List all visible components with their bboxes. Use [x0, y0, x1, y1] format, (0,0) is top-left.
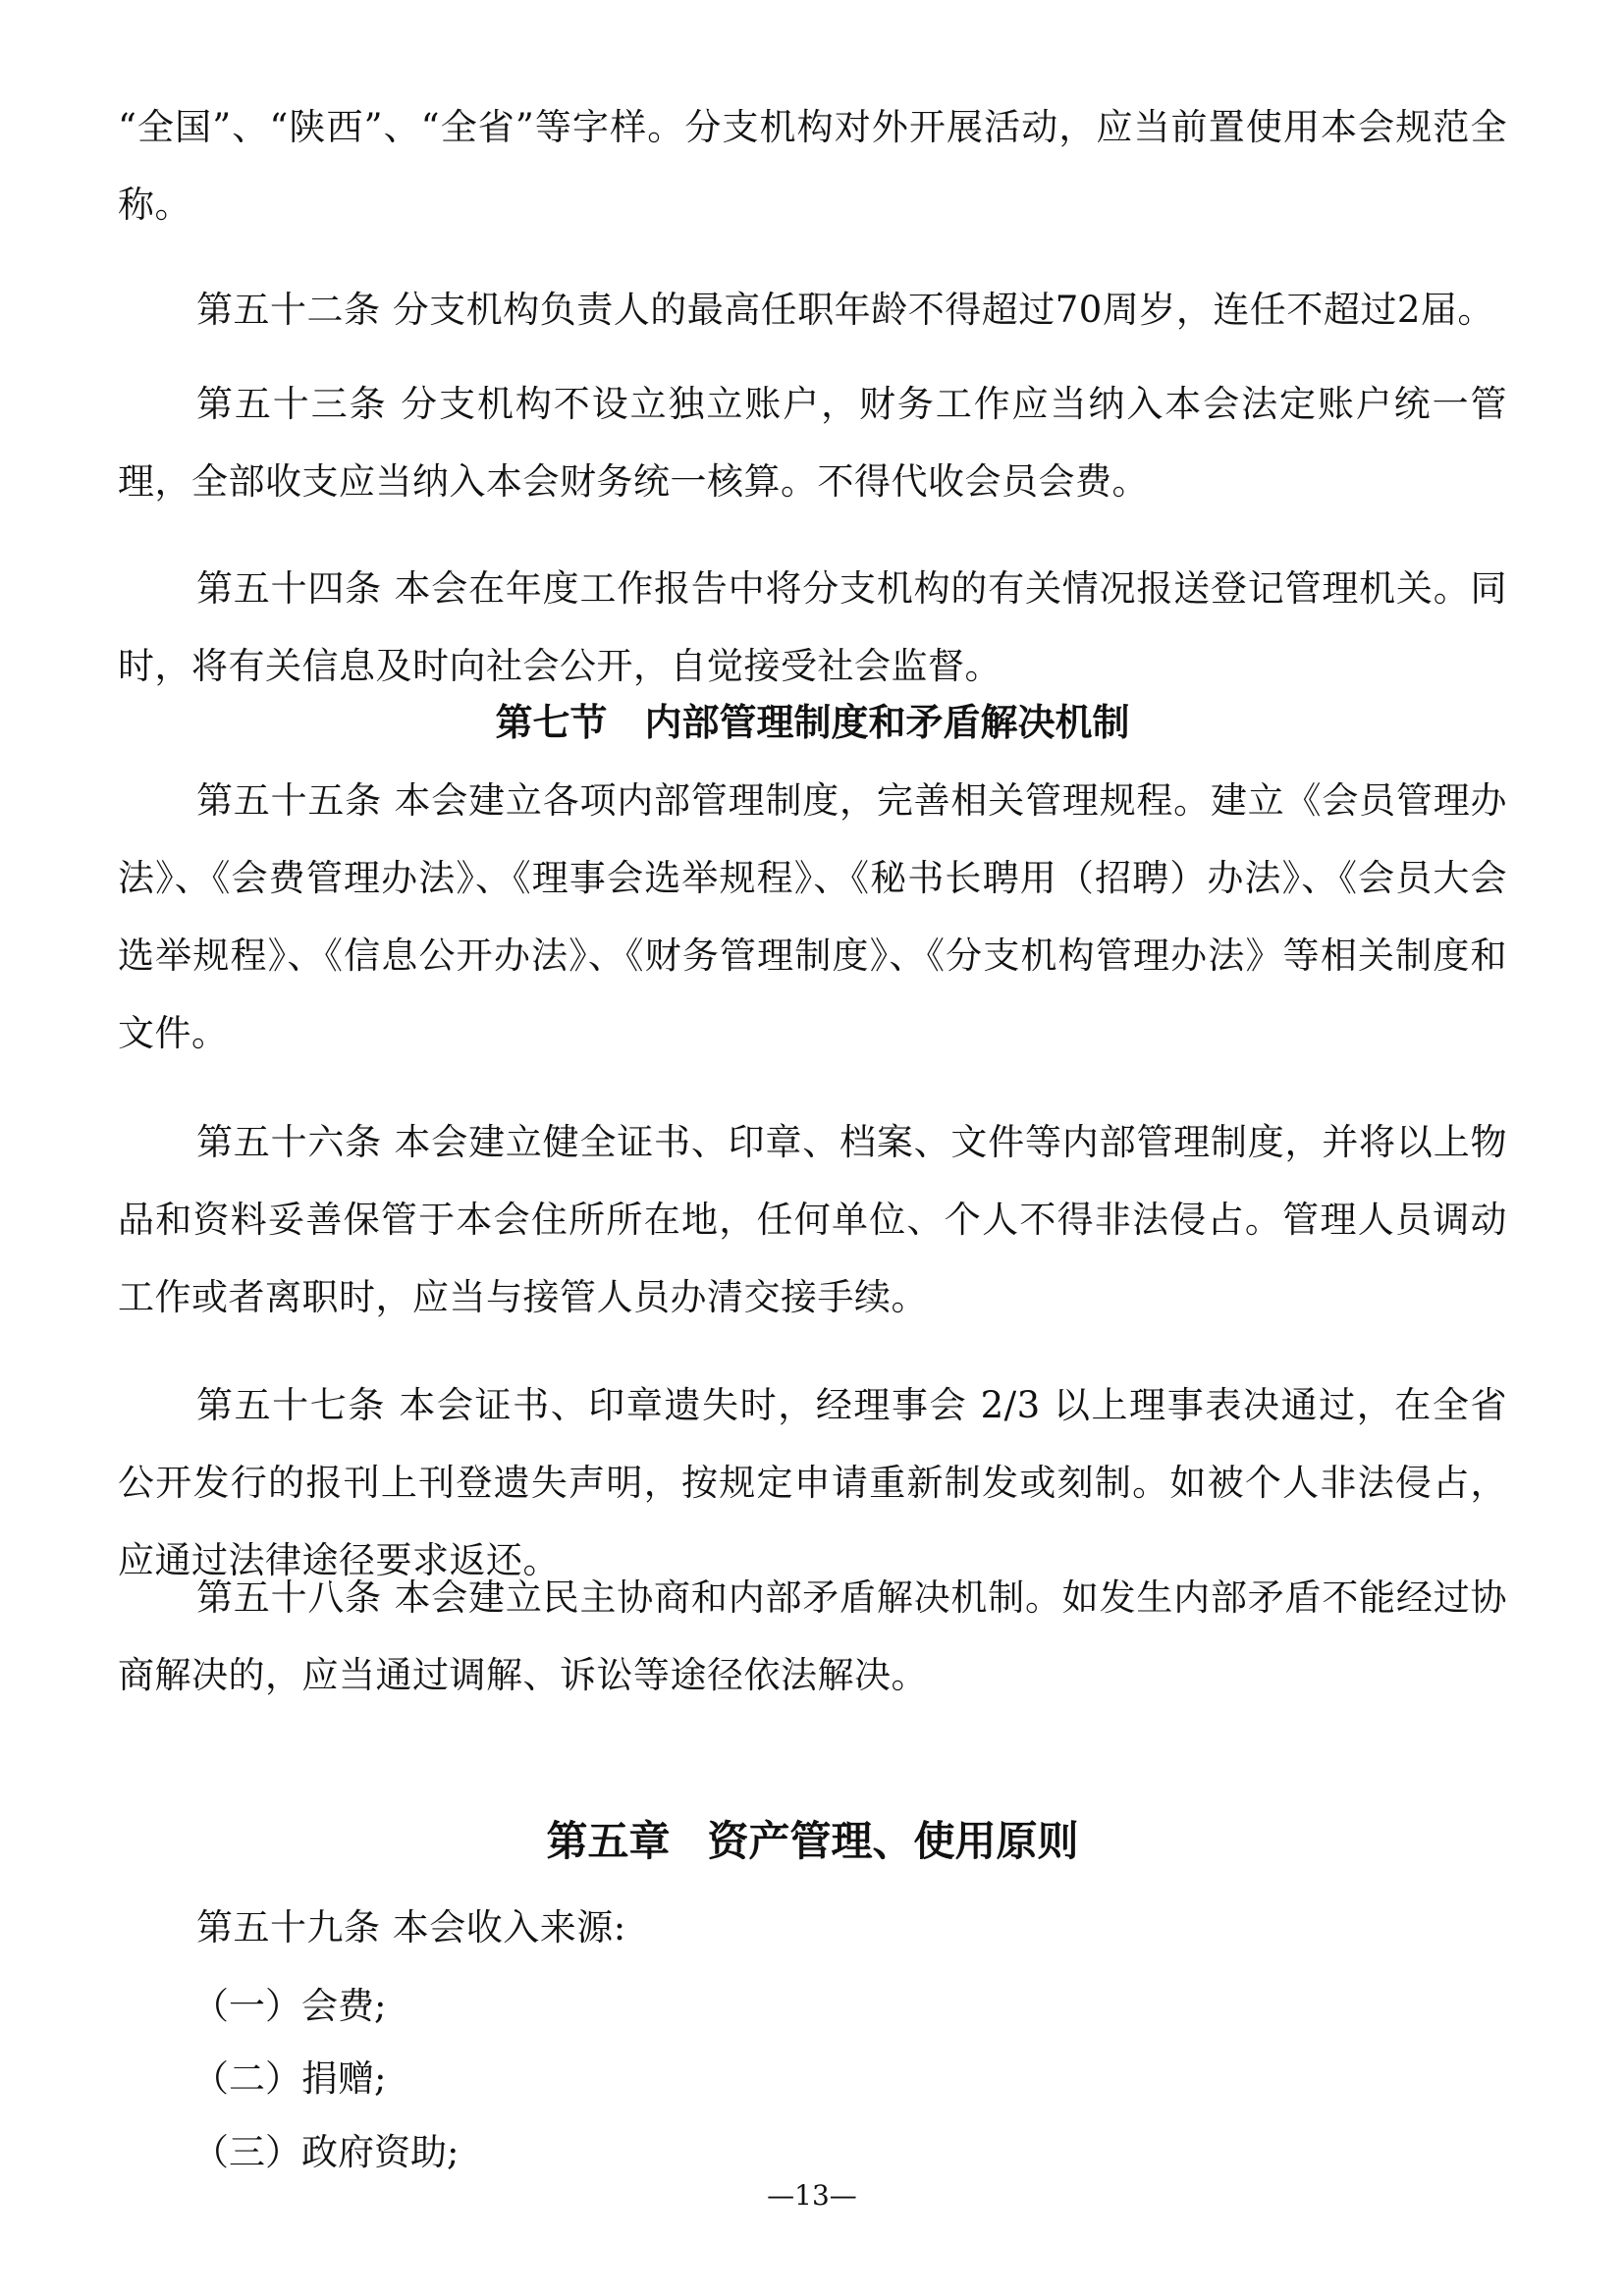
- paragraph-article-53: 第五十三条 分支机构不设立独立账户，财务工作应当纳入本会法定账户统一管理，全部收支应当纳入本会财务统一核算。不得代收会员会费。: [118, 383, 1507, 503]
- section-number: 第七节: [495, 701, 608, 744]
- section-heading: [118, 693, 1507, 752]
- paragraph-article-56: 第五十六条 本会建立健全证书、印章、档案、文件等内部管理制度，并将以上物品和资料妥善保管于本会住所所在地，任何单位、个人不得非法侵占。管理人员调动工作或者离职时，应当与接管人员办清交接手续。: [118, 1121, 1507, 1318]
- paragraph-article-55: 第五十五条 本会建立各项内部管理制度，完善相关管理规程。建立《会员管理办法》、《会费管理办法》、《理事会选举规程》、《秘书长聘用（招聘）办法》、《会员大会选举规程》、《信息公开办法》、《财务管理制度》、《分支机构管理办法》等相关制度和文件。: [118, 779, 1507, 1054]
- paragraph-article-59: 第五十九条 本会收入来源:: [196, 1906, 626, 1949]
- list-item: （三）政府资助;: [192, 2131, 460, 2173]
- chapter-title: 资产管理、使用原则: [707, 1817, 1079, 1865]
- section-title: 内部管理制度和矛盾解决机制: [644, 701, 1130, 744]
- paragraph-article-58: 第五十八条 本会建立民主协商和内部矛盾解决机制。如发生内部矛盾不能经过协商解决的，应当通过调解、诉讼等途径依法解决。: [118, 1576, 1507, 1696]
- chapter-number: 第五章: [546, 1817, 671, 1865]
- paragraph-article-54: 第五十四条 本会在年度工作报告中将分支机构的有关情况报送登记管理机关。同时，将有关信息及时向社会公开，自觉接受社会监督。: [118, 567, 1507, 687]
- list-item: （一）会费;: [192, 1985, 387, 2027]
- chapter-heading: [118, 1810, 1507, 1873]
- list-item: （二）捐赠;: [192, 2057, 387, 2100]
- page-number: —13—: [767, 2179, 857, 2212]
- paragraph-article-57: 第五十七条 本会证书、印章遗失时，经理事会 2/3 以上理事表决通过，在全省公开发行的报刊上刊登遗失声明，按规定申请重新制发或刻制。如被个人非法侵占，应通过法律途径要求返还。: [118, 1384, 1507, 1581]
- paragraph-continuation: “全国”、“陕西”、“全省”等字样。分支机构对外开展活动，应当前置使用本会规范全称。: [118, 106, 1507, 226]
- paragraph-article-52: 第五十二条 分支机构负责人的最高任职年龄不得超过70周岁，连任不超过2届。: [196, 289, 1494, 331]
